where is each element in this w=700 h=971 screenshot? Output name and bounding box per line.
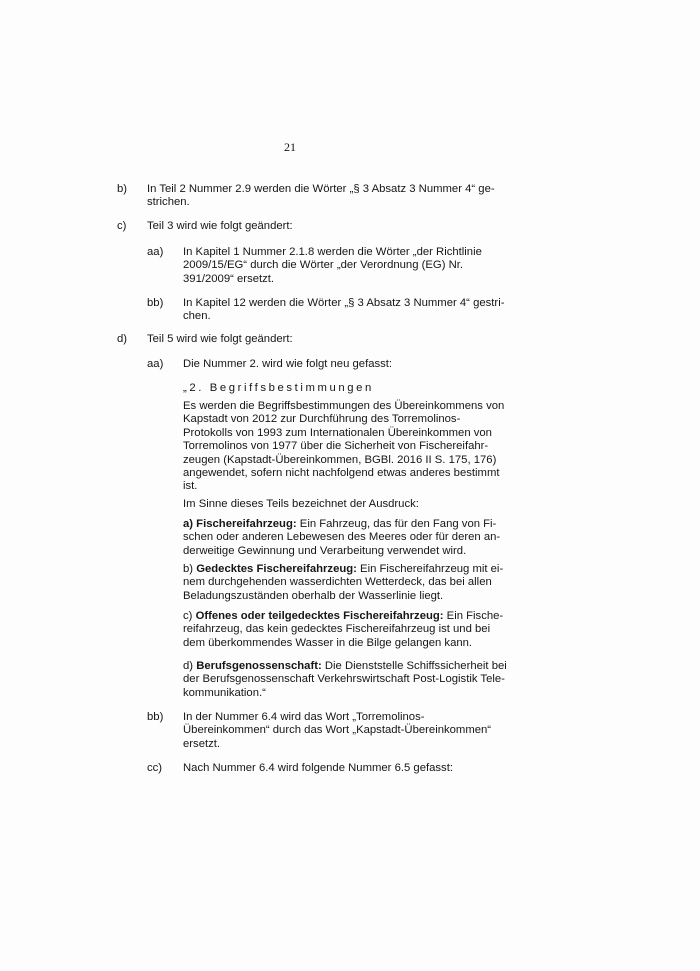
item-d-bb-text: [183, 711, 491, 751]
text-line: Übereinkommen“ durch das Wort „Kapstadt-Übereinkommen“: [183, 724, 492, 737]
text-line: 2009/15/EG“ durch die Wörter „der Verordnung (EG) Nr.: [183, 259, 464, 272]
text-line: In Kapitel 1 Nummer 2.1.8 werden die Wörter „der Richtlinie: [183, 246, 482, 258]
text-line: Nach Nummer 6.4 wird folgende Nummer 6.5 gefasst:: [183, 762, 453, 774]
definition-b: [183, 563, 503, 603]
item-c-text: [147, 220, 293, 233]
definition-prefix: c): [183, 610, 196, 622]
text-line: In der Nummer 6.4 wird das Wort „Torremolinos-: [183, 711, 425, 723]
text-line: Es werden die Begriffsbestimmungen des Übereinkommens von: [183, 400, 505, 412]
item-c-bb-label: bb): [147, 297, 164, 309]
text-line: [183, 660, 507, 673]
text-line: Torremolinos von 1977 über die Sicherheit von Fischereifahr-: [183, 440, 489, 453]
text-line: [183, 563, 503, 576]
text-line: kommunikation.“: [183, 686, 266, 699]
definition-term: a) Fischereifahrzeug:: [183, 518, 297, 530]
definition-term: Offenes oder teilgedecktes Fischereifahrzeug:: [195, 610, 444, 622]
text-line: ersetzt.: [183, 737, 221, 750]
definition-text: Ein Fische-: [443, 610, 504, 622]
text-line: [183, 518, 500, 531]
definition-text: Ein Fischereifahrzeug mit ei-: [356, 563, 504, 575]
definition-term: Gedecktes Fischereifahrzeug:: [196, 563, 357, 575]
definition-term: Berufsgenossenschaft:: [196, 660, 322, 672]
item-b-label: b): [117, 183, 128, 195]
definition-a: [183, 518, 500, 558]
text-line: nem durchgehenden wasserdichten Wetterdeck, das bei allen: [183, 576, 492, 589]
text-line: Beladungszuständen oberhalb der Wasserlinie liegt.: [183, 589, 444, 602]
text-line: In Teil 2 Nummer 2.9 werden die Wörter „§ 3 Absatz 3 Nummer 4“ ge-: [147, 183, 495, 195]
item-d-cc-text: [183, 762, 453, 775]
item-d-label: d): [117, 333, 128, 345]
text-line: Teil 5 wird wie folgt geändert:: [147, 333, 293, 345]
text-line: Teil 3 wird wie folgt geändert:: [147, 220, 293, 232]
item-c-aa-label: aa): [147, 246, 164, 258]
text-line: Protokolls von 1993 zum Internationalen Übereinkommen von: [183, 426, 492, 439]
page-number: 21: [284, 140, 296, 154]
text-line: 391/2009“ ersetzt.: [183, 272, 275, 285]
text-line: zeugen (Kapstadt-Übereinkommen, BGBl. 2016 II S. 175, 176): [183, 453, 497, 466]
text-line: Kapstadt von 2012 zur Durchführung des Torremolinos-: [183, 413, 461, 426]
text-line: Die Nummer 2. wird wie folgt neu gefasst:: [183, 358, 393, 370]
text-line: chen.: [183, 310, 211, 323]
definition-text: Die Dienststelle Schiffssicherheit bei: [321, 660, 507, 672]
quote-intro: [183, 400, 504, 494]
item-d-aa-label: aa): [147, 358, 164, 370]
item-d-aa-text: [183, 358, 392, 371]
text-line: der Berufsgenossenschaft Verkehrswirtschaft Post-Logistik Tele-: [183, 673, 505, 686]
item-d-cc-label: cc): [147, 762, 163, 774]
text-line: derweitige Gewinnung und Verarbeitung verwendet wird.: [183, 544, 467, 557]
definition-d: [183, 660, 507, 700]
text-line: angewendet, sofern nicht nachfolgend etwas anderes bestimmt: [183, 467, 500, 480]
item-c-label: c): [117, 220, 127, 232]
quote-lead: Im Sinne dieses Teils bezeichnet der Ausdruck:: [183, 498, 419, 510]
item-b-text: [147, 183, 495, 210]
text-line: schen oder anderen Lebewesen des Meeres oder für deren an-: [183, 531, 501, 544]
definition-c: [183, 610, 503, 650]
item-c-bb-text: [183, 297, 504, 324]
text-line: reifahrzeug, das kein gedecktes Fischereifahrzeug ist und bei: [183, 623, 491, 636]
text-line: strichen.: [147, 196, 190, 209]
item-d-text: [147, 333, 293, 346]
text-line: [183, 610, 503, 623]
definition-prefix: d): [183, 660, 197, 672]
item-c-aa-text: [183, 246, 482, 286]
text-line: ist.: [183, 480, 198, 493]
text-line: In Kapitel 12 werden die Wörter „§ 3 Absatz 3 Nummer 4“ gestri-: [183, 297, 505, 309]
definition-prefix: b): [183, 563, 197, 575]
definition-text: Ein Fahrzeug, das für den Fang von Fi-: [296, 518, 497, 530]
item-d-bb-label: bb): [147, 711, 164, 723]
quote-heading: „2. Begriffsbestimmungen: [183, 382, 374, 394]
text-line: dem überkommendes Wasser in die Bilge gelangen kann.: [183, 636, 473, 649]
